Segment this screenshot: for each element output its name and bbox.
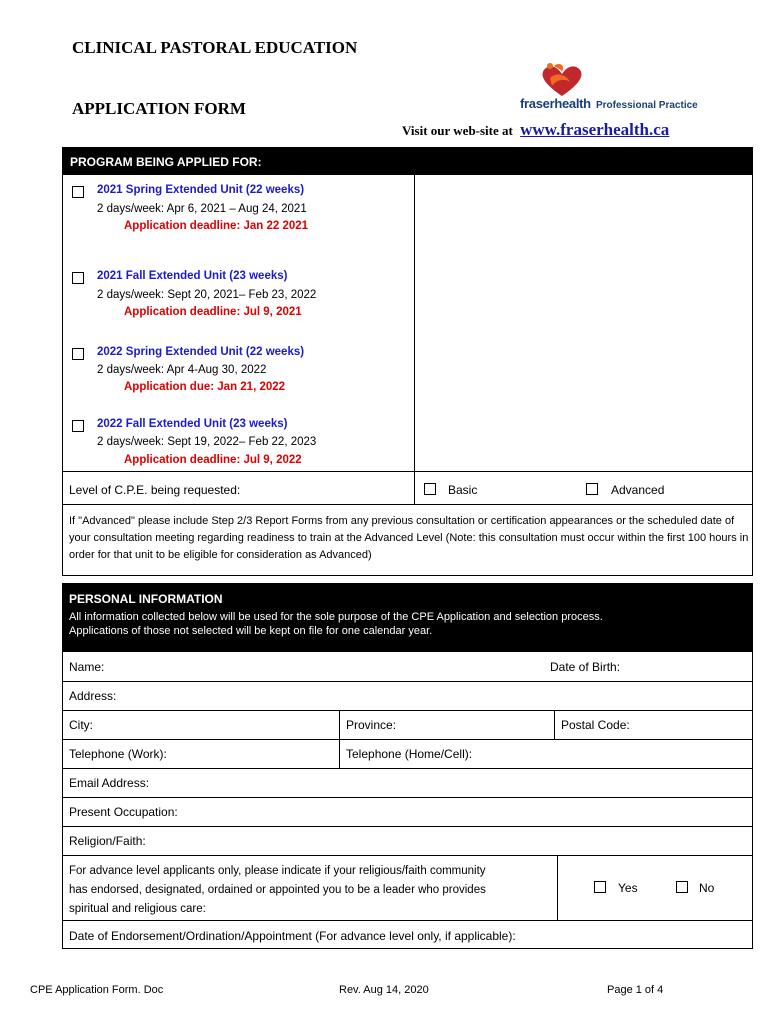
- advanced-note: If "Advanced" please include Step 2/3 Report Forms from any previous consultation or certification appearances or the scheduled date of your consultation meeting regarding readiness to train at the Advanced Level (Note: this consultation must occur within the first 100 hours in order for that unit to be eligible for consideration as Advanced): [69, 515, 749, 561]
- province-field[interactable]: Province:: [346, 718, 397, 732]
- footer-revision: Rev. Aug 14, 2020: [339, 984, 429, 996]
- name-field[interactable]: Name:: [69, 660, 105, 674]
- occupation-field[interactable]: Present Occupation:: [69, 805, 178, 819]
- program-option-4-days: 2 days/week: Sept 19, 2022– Feb 22, 2023: [97, 436, 317, 448]
- advance-question-line1: For advance level applicants only, please indicate if your religious/faith community: [69, 865, 486, 877]
- program-heading: PROGRAM BEING APPLIED FOR:: [62, 147, 753, 175]
- program-option-2-checkbox[interactable]: [72, 272, 84, 284]
- level-basic-label: Basic: [448, 483, 478, 497]
- program-option-1-checkbox[interactable]: [72, 186, 84, 198]
- level-advanced-checkbox[interactable]: [586, 483, 598, 495]
- dob-field[interactable]: Date of Birth:: [550, 660, 621, 674]
- footer-page-number: Page 1 of 4: [607, 984, 664, 996]
- document-title: CLINICAL PASTORAL EDUCATION: [72, 38, 358, 57]
- telephone-work-field[interactable]: Telephone (Work):: [69, 747, 167, 761]
- advance-question-line2: has endorsed, designated, ordained or appointed you to be a leader who provides: [69, 884, 486, 896]
- program-option-2-days: 2 days/week: Sept 20, 2021– Feb 23, 2022: [97, 289, 317, 301]
- advance-question: [69, 862, 486, 919]
- religion-field[interactable]: Religion/Faith:: [69, 834, 146, 848]
- no-checkbox[interactable]: [676, 881, 688, 893]
- yes-label: Yes: [618, 881, 638, 895]
- logo-tagline: Professional Practice: [596, 100, 698, 111]
- yes-checkbox[interactable]: [594, 881, 606, 893]
- program-option-1-deadline: Application deadline: Jan 22 2021: [124, 220, 309, 232]
- program-option-3-deadline: Application due: Jan 21, 2022: [124, 381, 286, 393]
- personal-heading: PERSONAL INFORMATION: [69, 592, 223, 606]
- level-advanced-label: Advanced: [611, 483, 665, 497]
- level-label: Level of C.P.E. being requested:: [69, 483, 241, 497]
- footer-document-name: CPE Application Form. Doc: [30, 984, 164, 996]
- address-field[interactable]: Address:: [69, 689, 117, 703]
- fraserhealth-logo: [520, 60, 700, 120]
- advance-question-line3: spiritual and religious care:: [69, 903, 206, 915]
- form-title: APPLICATION FORM: [72, 99, 246, 118]
- endorsement-date-field[interactable]: Date of Endorsement/Ordination/Appointment (For advance level only, if applicable):: [69, 929, 516, 943]
- program-option-4-title: 2022 Fall Extended Unit (23 weeks): [97, 418, 288, 430]
- heart-logo-icon: [532, 60, 592, 100]
- program-option-3-title: 2022 Spring Extended Unit (22 weeks): [97, 346, 305, 358]
- website-line: [402, 120, 669, 140]
- telephone-home-field[interactable]: Telephone (Home/Cell):: [346, 747, 473, 761]
- program-option-1-days: 2 days/week: Apr 6, 2021 – Aug 24, 2021: [97, 203, 307, 215]
- personal-note-line1: All information collected below will be used for the sole purpose of the CPE Application and selection process.: [69, 611, 603, 623]
- personal-note-line2: Applications of those not selected will be kept on file for one calendar year.: [69, 625, 433, 637]
- program-option-3-days: 2 days/week: Apr 4-Aug 30, 2022: [97, 364, 267, 376]
- program-option-3-checkbox[interactable]: [72, 348, 84, 360]
- visit-text: Visit our web-site at: [402, 123, 513, 138]
- city-field[interactable]: City:: [69, 718, 93, 732]
- website-link[interactable]: www.fraserhealth.ca: [520, 120, 670, 139]
- program-option-4-checkbox[interactable]: [72, 420, 84, 432]
- postal-code-field[interactable]: Postal Code:: [561, 718, 630, 732]
- program-option-1-title: 2021 Spring Extended Unit (22 weeks): [97, 184, 305, 196]
- level-basic-checkbox[interactable]: [424, 483, 436, 495]
- program-option-2-title: 2021 Fall Extended Unit (23 weeks): [97, 270, 288, 282]
- email-field[interactable]: Email Address:: [69, 776, 150, 790]
- logo-brand-text: fraserhealth: [520, 96, 591, 111]
- program-option-2-deadline: Application deadline: Jul 9, 2021: [124, 306, 302, 318]
- program-option-4-deadline: Application deadline: Jul 9, 2022: [124, 454, 302, 466]
- no-label: No: [699, 881, 715, 895]
